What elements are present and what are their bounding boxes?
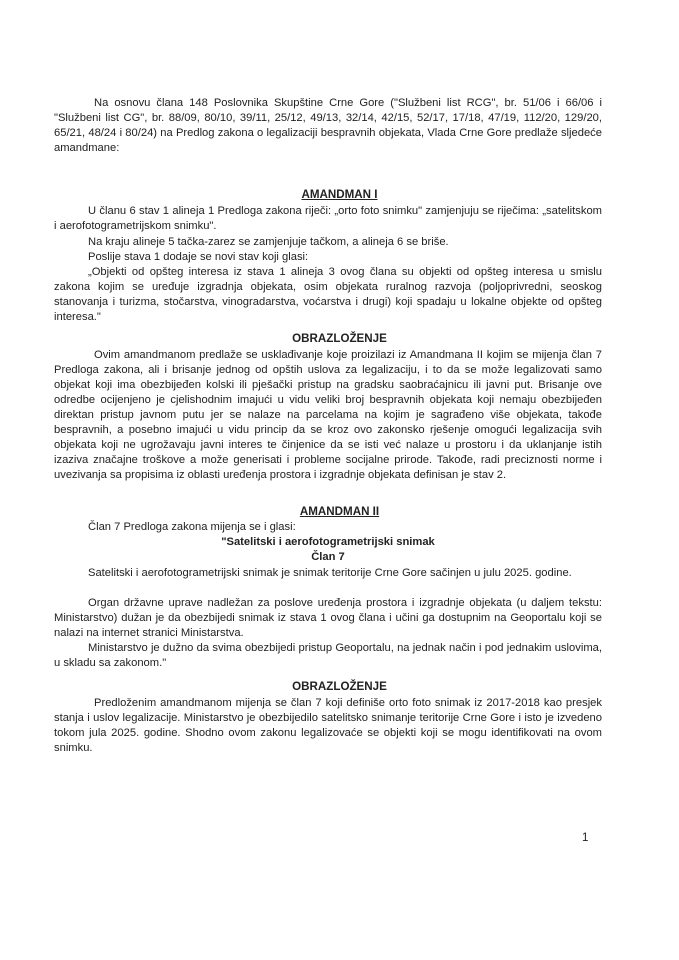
explanation-1-text: Ovim amandmanom predlaže se usklađivanje koje proizilazi iz Amandmana II kojim se mijenja član 7 Predloga zakona, ali i brisanje jednog od opštih uslova za legalizaciju, i to da se može legalizovati samo objekat koji ima obezbijeđen kolski ili pješački pristup na gradsku saobraćajnicu ili javni put. Brisanje ove odredbe ocijenjeno je cjelishodnim imajući u vidu veliki broj bespravnih objekata koji nemaju obezbijeđen direktan pristup javnom putu jer se nalaze na parcelama na kojim je sagrađeno više objekata, takođe bespravnih, a posebno imajući u vidu princip da se kroz ovo zakonsko rješenje omogući legalizacija svih objekata koji ne ugrožavaju javni interes te činjenice da se isti već nalaze u prostoru i da uklanjanje istih izaziva značajne troškove a može generisati i probleme socijalne prirode. Takođe, radi preciznosti norme i uvezivanja sa propisima iz oblasti uređenja prostora i izgradnje objekata definisan je stav 2. bbox=[54, 349, 602, 481]
article-number: Član 7 bbox=[311, 551, 345, 563]
amendment-2-heading: AMANDMAN II bbox=[299, 505, 380, 518]
article-paragraph-1: Satelitski i aerofotogrametrijski snimak je snimak teritorije Crne Gore sačinjen u julu 2025. godine. bbox=[88, 567, 572, 579]
explanation-2-heading: OBRAZLOŽENJE bbox=[292, 680, 387, 693]
amendment-1-paragraph-1: U članu 6 stav 1 alineja 1 Predloga zakona riječi: „orto foto snimku" zamjenjuju se riječima: „satelitskom i aerofotogrametrijskom snimku". bbox=[54, 205, 602, 232]
explanation-2-text: Predloženim amandmanom mijenja se član 7 koji definiše orto foto snimak iz 2017-2018 kao presjek stanja i uslov legalizacije. Ministarstvo je obezbijedilo satelitsko snimanje teritorije Crne Gore i isto je izvedeno tokom jula 2025. godine. Shodno ovom zakonu legalizovaće se objekti koji se mogu identifikovati na ovom snimku. bbox=[54, 697, 602, 754]
article-title: "Satelitski i aerofotogrametrijski snimak bbox=[221, 536, 435, 548]
explanation-1-heading: OBRAZLOŽENJE bbox=[292, 332, 387, 345]
amendment-1-paragraph-4: „Objekti od opšteg interesa iz stava 1 alineja 3 ovog člana su objekti od opšteg interesa u smislu zakona kojim se uređuje izgradnja objekata, osim objekata ruralnog razvoja (poljoprivredni, seoskog stanovanja i turizma, stočarstva, vinogradarstva, voćarstva i drugi) koji spadaju u lokalne objekte od opšteg interesa." bbox=[54, 266, 602, 323]
amendment-1-heading: AMANDMAN I bbox=[301, 188, 378, 201]
amendment-1-paragraph-3: Poslije stava 1 dodaje se novi stav koji glasi: bbox=[88, 251, 309, 263]
page-number: 1 bbox=[582, 832, 589, 844]
amendment-1-paragraph-2: Na kraju alineje 5 tačka-zarez se zamjenjuje tačkom, a alineja 6 se briše. bbox=[88, 236, 449, 248]
article-paragraph-2: Organ državne uprave nadležan za poslove uređenja prostora i izgradnje objekata (u daljem tekstu: Ministarstvo) dužan je da obezbijedi snimak iz stava 1 ovog člana i učini ga dostupnim na Geoportalu koji se nalazi na internet stranici Ministarstva. bbox=[54, 597, 602, 639]
article-paragraph-3: Ministarstvo je dužno da svima obezbijedi pristup Geoportalu, na jednak način i pod jednakim uslovima, u skladu sa zakonom." bbox=[54, 642, 602, 669]
intro-paragraph: Na osnovu člana 148 Poslovnika Skupštine Crne Gore ("Službeni list RCG", br. 51/06 i 66/06 i "Službeni list CG", br. 88/09, 80/10, 39/11, 25/12, 49/13, 32/14, 42/15, 52/17, 17/18, 47/19, 112/20, 129/20, 65/21, 48/24 i 80/24) na Predlog zakona o legalizaciji bespravnih objekata, Vlada Crne Gore predlaže sljedeće amandmane: bbox=[54, 97, 602, 154]
amendment-2-intro: Član 7 Predloga zakona mijenja se i glasi: bbox=[88, 521, 296, 533]
